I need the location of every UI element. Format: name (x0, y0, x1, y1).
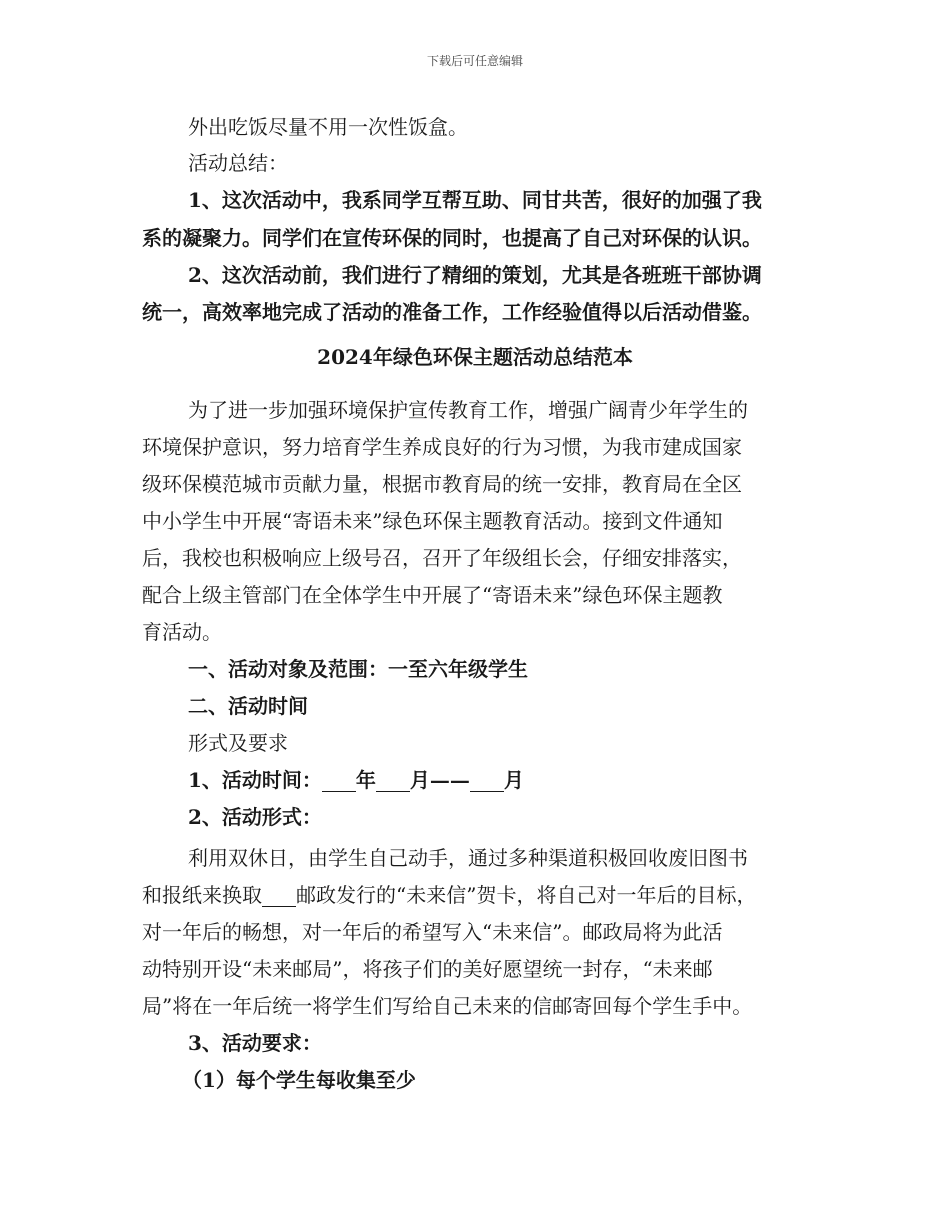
text-line: 中小学生中开展“寄语未来”绿色环保主题教育活动。接到文件通知 (142, 509, 723, 533)
heading-line: 3、活动要求： (188, 1031, 322, 1055)
text-line: 统一，高效率地完成了活动的准备工作，工作经验值得以后活动借鉴。 (142, 300, 762, 324)
text-line: 育活动。 (142, 620, 222, 644)
heading-line: 2、活动形式： (188, 805, 322, 829)
section-title: 2024年绿色环保主题活动总结范本 (317, 345, 633, 369)
time-label: 1、活动时间： (188, 768, 322, 792)
text-line: 利用双休日，由学生自己动手，通过多种渠道积极回收废旧图书 (188, 846, 748, 870)
text-line: 2、这次活动前，我们进行了精细的策划，尤其是各班班干部协调 (188, 263, 762, 287)
text-line: 对一年后的畅想，对一年后的希望写入“未来信”。邮政局将为此活 (142, 920, 723, 944)
text-line: 局”将在一年后统一将学生们写给自己未来的信邮寄回每个学生手中。 (142, 994, 753, 1018)
blank-underline (262, 888, 296, 907)
text-line: 动特别开设“未来邮局”，将孩子们的美好愿望统一封存，“未来邮 (142, 957, 713, 981)
text-line: 1、这次活动中，我系同学互帮互助、同甘共苦，很好的加强了我 (188, 188, 762, 212)
page-header: 下载后可任意编辑 (426, 54, 523, 68)
text-line: 形式及要求 (188, 731, 288, 755)
text-line: 为了进一步加强环境保护宣传教育工作，增强广阔青少年学生的 (188, 398, 748, 422)
blank-underline (322, 773, 356, 792)
month-label: 月—— (409, 768, 470, 792)
text-line: 级环保模范城市贡献力量，根据市教育局的统一安排，教育局在全区 (142, 472, 742, 496)
blank-underline (376, 773, 410, 792)
text-line: 活动总结： (188, 151, 288, 175)
blank-underline (470, 773, 504, 792)
text-line: 配合上级主管部门在全体学生中开展了“寄语未来”绿色环保主题教 (142, 583, 723, 607)
text-line: （1）每个学生每收集至少 (182, 1068, 416, 1092)
text-line: 后，我校也积极响应上级号召，召开了年级组长会，仔细安排落实， (142, 546, 742, 570)
text-line: 环境保护意识，努力培育学生养成良好的行为习惯，为我市建成国家 (142, 435, 742, 459)
text-segment: 和报纸来换取 (142, 883, 262, 907)
year-label: 年 (355, 768, 376, 792)
text-line (142, 883, 756, 907)
month-end-label: 月 (503, 768, 524, 792)
heading-line: 二、活动时间 (188, 694, 308, 718)
heading-line: 一、活动对象及范围：一至六年级学生 (188, 657, 528, 681)
activity-time-line (188, 768, 524, 792)
text-line: 外出吃饭尽量不用一次性饭盒。 (188, 115, 468, 139)
text-line: 系的凝聚力。同学们在宣传环保的同时，也提高了自己对环保的认识。 (142, 226, 762, 250)
text-segment: 邮政发行的“未来信”贺卡，将自己对一年后的目标， (296, 883, 757, 907)
